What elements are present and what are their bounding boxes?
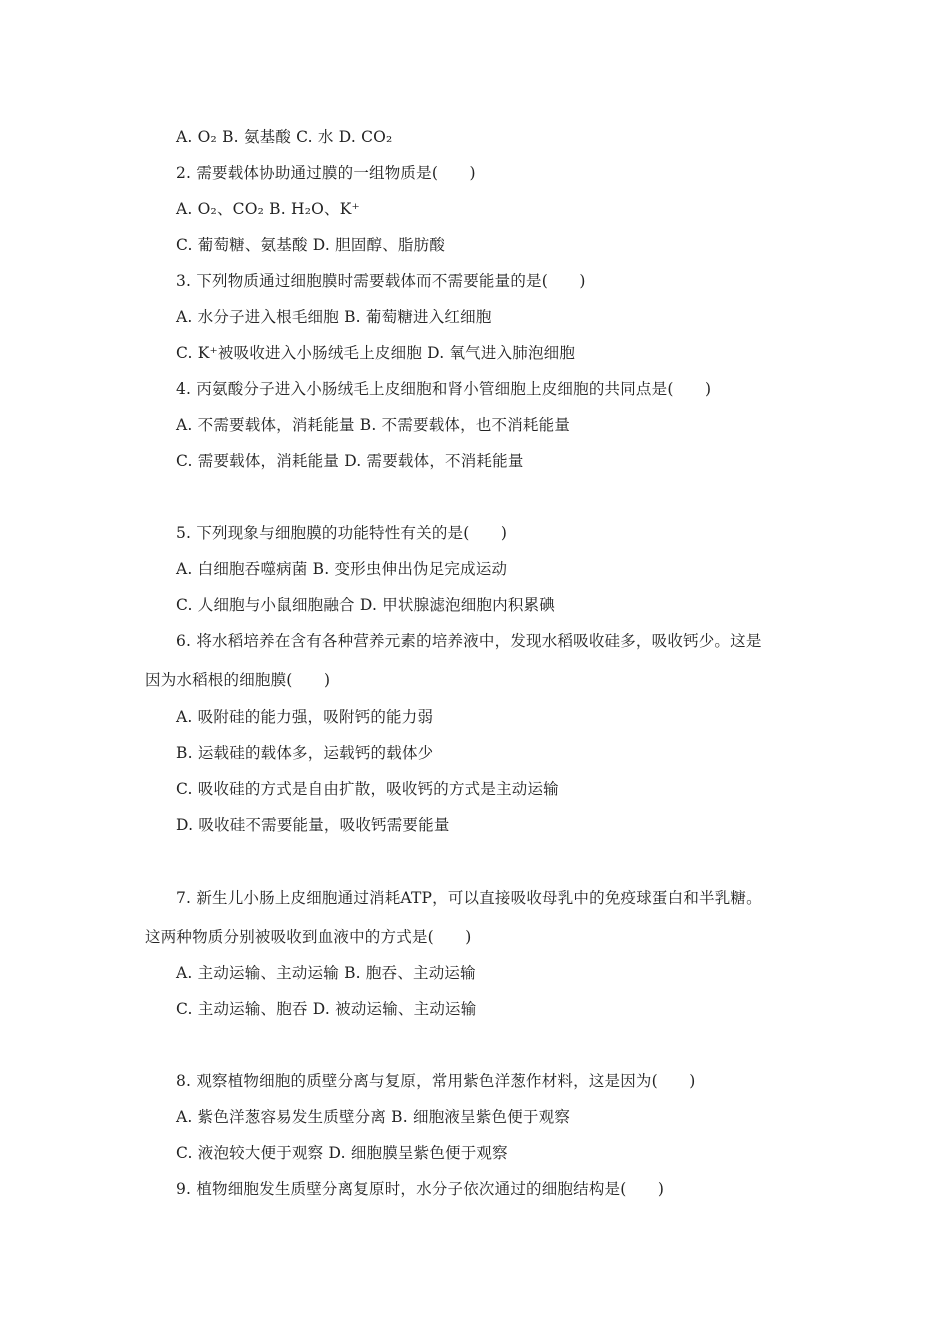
q8-options-ab: A. 紫色洋葱容易发生质壁分离 B. 细胞液呈紫色便于观察	[176, 1108, 571, 1126]
q6-stem-line2: 因为水稻根的细胞膜( )	[145, 671, 331, 689]
q6-option-d: D. 吸收硅不需要能量，吸收钙需要能量	[176, 816, 450, 834]
q7-stem-line1: 7. 新生儿小肠上皮细胞通过消耗ATP，可以直接吸收母乳中的免疫球蛋白和半乳糖。	[176, 889, 762, 907]
q2-stem: 2. 需要载体协助通过膜的一组物质是( )	[176, 164, 476, 182]
q4-stem: 4. 丙氨酸分子进入小肠绒毛上皮细胞和肾小管细胞上皮细胞的共同点是( )	[176, 380, 712, 398]
q5-options-ab: A. 白细胞吞噬病菌 B. 变形虫伸出伪足完成运动	[176, 560, 508, 578]
q7-options-cd: C. 主动运输、胞吞 D. 被动运输、主动运输	[176, 1000, 477, 1018]
q7-options-ab: A. 主动运输、主动运输 B. 胞吞、主动运输	[176, 964, 476, 982]
q2-options-ab: A. O₂、CO₂ B. H₂O、K⁺	[176, 200, 360, 218]
q3-stem: 3. 下列物质通过细胞膜时需要载体而不需要能量的是( )	[176, 272, 586, 290]
q9-stem: 9. 植物细胞发生质壁分离复原时，水分子依次通过的细胞结构是( )	[176, 1180, 665, 1198]
q4-options-cd: C. 需要载体，消耗能量 D. 需要载体，不消耗能量	[176, 452, 524, 470]
q6-option-a: A. 吸附硅的能力强，吸附钙的能力弱	[176, 708, 434, 726]
q3-options-ab: A. 水分子进入根毛细胞 B. 葡萄糖进入红细胞	[176, 308, 492, 326]
q5-stem: 5. 下列现象与细胞膜的功能特性有关的是( )	[176, 524, 508, 542]
q5-options-cd: C. 人细胞与小鼠细胞融合 D. 甲状腺滤泡细胞内积累碘	[176, 596, 555, 614]
q6-option-b: B. 运载硅的载体多，运载钙的载体少	[176, 744, 434, 762]
q6-stem-line1: 6. 将水稻培养在含有各种营养元素的培养液中，发现水稻吸收硅多，吸收钙少。这是	[176, 632, 762, 650]
q8-options-cd: C. 液泡较大便于观察 D. 细胞膜呈紫色便于观察	[176, 1144, 508, 1162]
q8-stem: 8. 观察植物细胞的质壁分离与复原，常用紫色洋葱作材料，这是因为( )	[176, 1072, 696, 1090]
q3-options-cd: C. K⁺被吸收进入小肠绒毛上皮细胞 D. 氧气进入肺泡细胞	[176, 344, 576, 362]
q2-options-cd: C. 葡萄糖、氨基酸 D. 胆固醇、脂肪酸	[176, 236, 446, 254]
q1-options: A. O₂ B. 氨基酸 C. 水 D. CO₂	[176, 128, 393, 146]
q4-options-ab: A. 不需要载体，消耗能量 B. 不需要载体，也不消耗能量	[176, 416, 571, 434]
q6-option-c: C. 吸收硅的方式是自由扩散，吸收钙的方式是主动运输	[176, 780, 559, 798]
q7-stem-line2: 这两种物质分别被吸收到血液中的方式是( )	[145, 928, 472, 946]
